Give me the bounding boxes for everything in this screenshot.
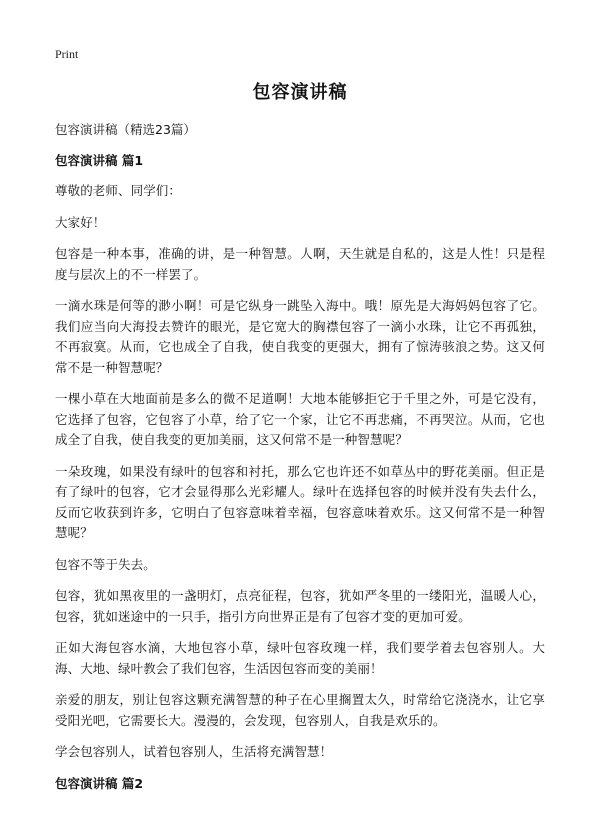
paragraph: 正如大海包容水滴，大地包容小草，绿叶包容玫瑰一样，我们要学着去包容别人。大海、大地、绿叶教会了我们包容，生活因包容而变的美丽！ <box>55 640 545 676</box>
paragraph: 亲爱的朋友，别让包容这颗充满智慧的种子在心里搁置太久，时常给它浇浇水，让它享受阳光吧，它需要长大。漫漫的，会发现，包容别人，自我是欢乐的。 <box>55 692 545 728</box>
paragraph: 一棵小草在大地面前是多么的微不足道啊！大地本能够拒它于千里之外，可是它没有，它选择了包容，它包容了小草，给了它一个家，让它不再悲痛，不再哭泣。从而，它也成全了自我，使自我变的更加美丽，这又何常不是一种智慧呢？ <box>55 391 545 447</box>
paragraph: 一滴水珠是何等的渺小啊！可是它纵身一跳坠入海中。哦！原先是大海妈妈包容了它。我们应当向大海投去赞许的眼光，是它宽大的胸襟包容了一滴小水珠，让它不再孤独，不再寂寞。从而，它也成全了自我，使自我变的更强大，拥有了惊涛骇浪之势。这又何常不是一种智慧呢？ <box>55 298 545 375</box>
paragraph: 包容不等于失去。 <box>55 556 156 572</box>
paragraph: 学会包容别人，试着包容别人，生活将充满智慧！ <box>55 744 333 759</box>
paragraph: 包容是一种本事，准确的讲，是一种智慧。人啊，天生就是自私的，这是人性！只是程度与层次上的不一样罢了。 <box>55 246 545 282</box>
print-label[interactable]: Print <box>55 47 79 61</box>
paragraph: 一朵玫瑰，如果没有绿叶的包容和衬托，那么它也许还不如草丛中的野花美丽。但正是有了绿叶的包容，它才会显得那么光彩耀人。绿叶在选择包容的时候并没有失去什么，反而它收获到许多，它明白了包容意味着幸福，包容意味着欢乐。这又何常不是一种智慧呢？ <box>55 463 545 540</box>
page-title: 包容演讲稿 <box>252 82 348 103</box>
document-body <box>55 120 545 804</box>
section-heading-1: 包容演讲稿 篇1 <box>55 153 144 168</box>
paragraph: 包容，犹如黑夜里的一盏明灯，点亮征程，包容，犹如严冬里的一缕阳光，温暖人心，包容，犹如迷途中的一只手，指引方向世界正是有了包容才变的更加可爱。 <box>55 588 545 624</box>
document-subtitle: 包容演讲稿（精选23篇） <box>55 122 196 137</box>
section-heading-2: 包容演讲稿 篇2 <box>55 775 144 791</box>
paragraph-hello: 大家好！ <box>55 214 106 230</box>
paragraph-greeting: 尊敬的老师、同学们： <box>55 183 182 198</box>
